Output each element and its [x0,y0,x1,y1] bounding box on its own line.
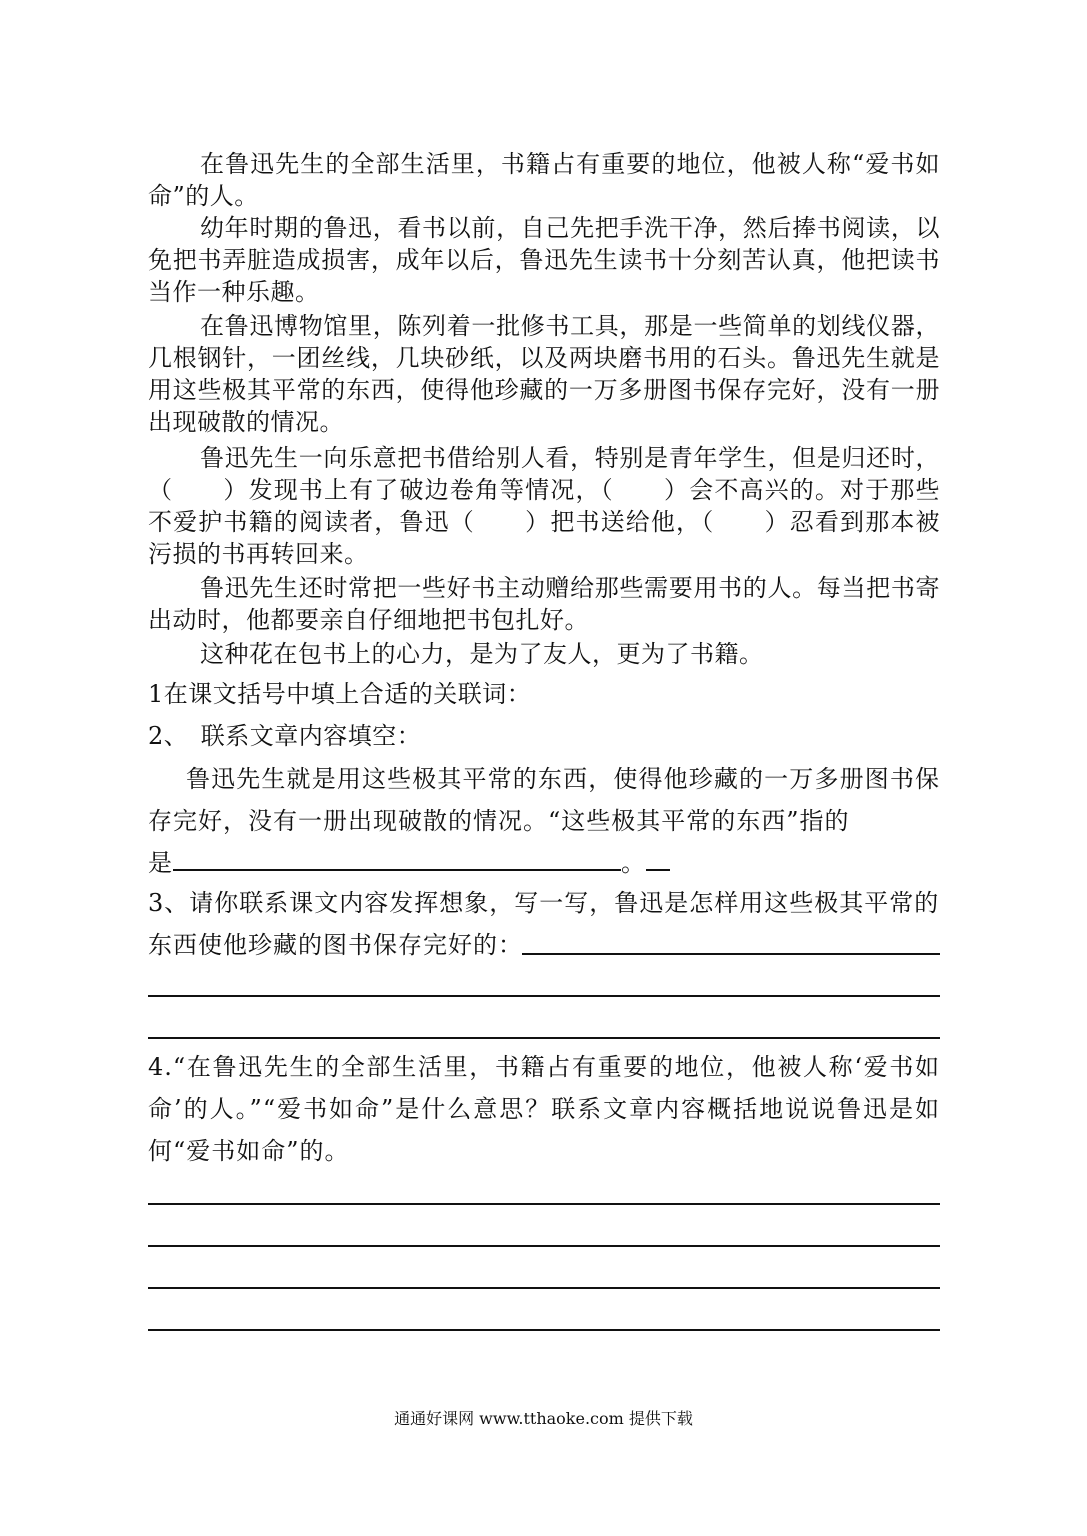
passage-paragraph-1: 在鲁迅先生的全部生活里，书籍占有重要的地位，他被人称“爱书如命”的人。 [148,150,940,210]
question-2-text: 鲁迅先生就是用这些极其平常的东西，使得他珍藏的一万多册图书保存完好，没有一册出现破散的情况。“这些极其平常的东西”指的 [148,765,940,835]
question-3-answer-blank[interactable] [522,953,940,955]
question-2-answer-tail [646,849,670,871]
question-2-answer-prefix: 是 [148,849,173,877]
question-3: 3、请你联系课文内容发挥想象，写一写，鲁迅是怎样用这些极其平常的 [148,889,940,917]
question-3-answer-line-2[interactable] [148,995,940,997]
question-4-answer-line-3[interactable] [148,1287,940,1289]
question-4-answer-line-4[interactable] [148,1329,940,1331]
passage-paragraph-3: 在鲁迅博物馆里，陈列着一批修书工具，那是一些简单的划线仪器，几根钢针，一团丝线，几块砂纸，以及两块磨书用的石头。鲁迅先生就是用这些极其平常的东西，使得他珍藏的一万多册图书保存完好，没有一册出现破散的情况。 [148,312,940,436]
question-3-answer-line-3[interactable] [148,1037,940,1039]
question-2-answer-blank[interactable] [173,849,621,871]
footer-text: 通通好课网 www.tthaoke.com 提供下载 [394,1409,693,1428]
passage-paragraph-5: 鲁迅先生还时常把一些好书主动赠给那些需要用书的人。每当把书寄出动时，他都要亲自仔细地把书包扎好。 [148,574,940,634]
question-2: 2、 联系文章内容填空： [148,722,422,750]
question-2-answer-suffix: 。 [621,849,646,877]
passage-paragraph-2: 幼年时期的鲁迅，看书以前，自己先把手洗干净，然后捧书阅读，以免把书弄脏造成损害，成年以后，鲁迅先生读书十分刻苦认真，他把读书当作一种乐趣。 [148,214,940,306]
passage-paragraph-4: 鲁迅先生一向乐意把书借给别人看，特别是青年学生，但是归还时，（ ）发现书上有了破边卷角等情况，（ ）会不高兴的。对于那些不爱护书籍的阅读者，鲁迅（ ）把书送给他，（ ）忍看到那本被污损的书再转回来。 [148,444,940,568]
question-2-answer-line [148,842,940,884]
passage-paragraph-6: 这种花在包书上的心力，是为了友人，更为了书籍。 [200,640,764,668]
question-4-answer-line-2[interactable] [148,1245,940,1247]
question-3-line-2: 东西使他珍藏的图书保存完好的： [148,931,523,959]
question-4: 4.“在鲁迅先生的全部生活里，书籍占有重要的地位，他被人称‘爱书如命’的人。”“爱书如命”是什么意思？联系文章内容概括地说说鲁迅是如何“爱书如命”的。 [148,1053,940,1165]
question-1: 1在课文括号中填上合适的关联词： [148,680,532,708]
question-4-answer-line-1[interactable] [148,1203,940,1205]
